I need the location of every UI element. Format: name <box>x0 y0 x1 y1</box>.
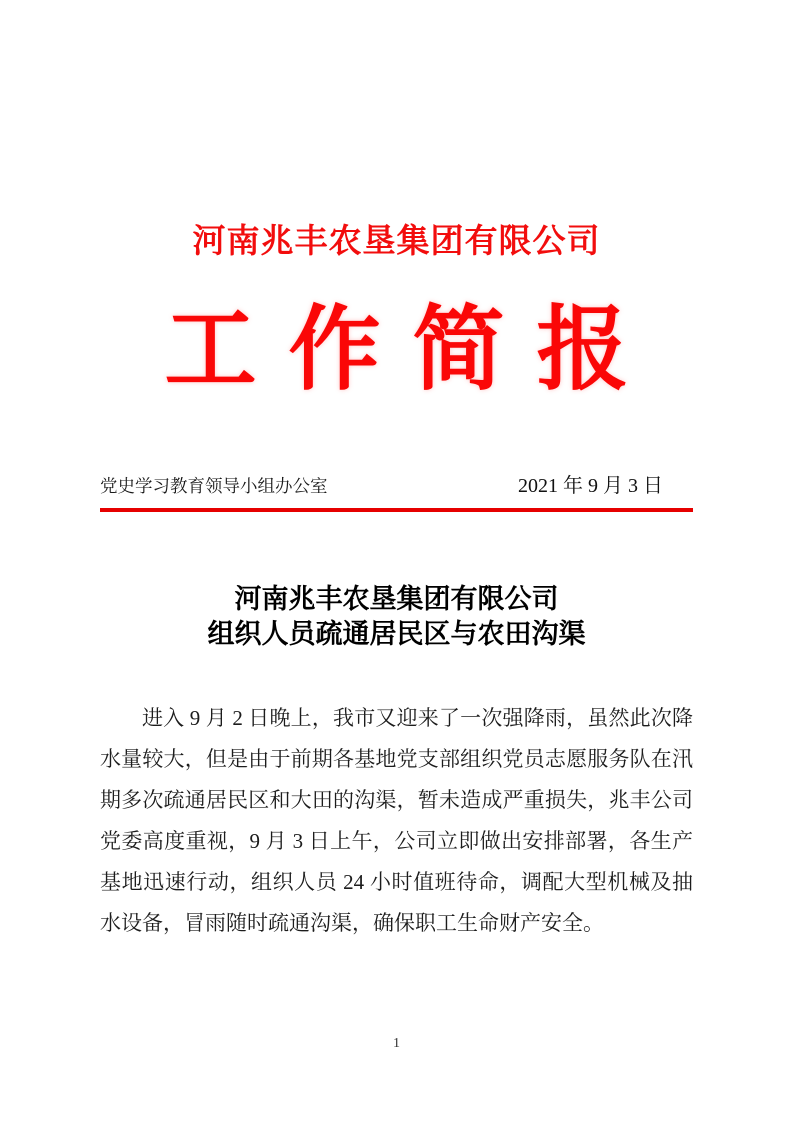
document-title <box>100 582 693 652</box>
masthead-title: 工作简报 <box>164 299 661 401</box>
organization-title: 河南兆丰农垦集团有限公司 <box>192 224 601 260</box>
body-paragraph <box>100 698 693 944</box>
page-content <box>100 220 693 944</box>
body-line: 进入 9 月 2 日晚上，我市又迎来了一次强降雨，虽然此次降 <box>142 706 693 730</box>
issuer-label: 党史学习教育领导小组办公室 <box>100 476 328 496</box>
body-line: 党委高度重视，9 月 3 日上午，公司立即做出安排部署，各生产 <box>100 829 693 853</box>
body-line: 基地迅速行动，组织人员 24 小时值班待命，调配大型机械及抽 <box>100 870 693 894</box>
red-divider-rule <box>100 508 693 512</box>
issuer-date-row <box>100 473 693 499</box>
page-number: 1 <box>393 1036 400 1051</box>
body-line: 水量较大，但是由于前期各基地党支部组织党员志愿服务队在汛 <box>100 747 693 771</box>
body-line: 水设备，冒雨随时疏通沟渠，确保职工生命财产安全。 <box>100 911 604 935</box>
document-title-line-2: 组织人员疏通居民区与农田沟渠 <box>207 619 586 649</box>
document-title-line-1: 河南兆丰农垦集团有限公司 <box>234 584 559 614</box>
issue-date: 2021 年 9 月 3 日 <box>518 475 663 497</box>
body-line: 期多次疏通居民区和大田的沟渠，暂未造成严重损失，兆丰公司 <box>100 788 693 812</box>
